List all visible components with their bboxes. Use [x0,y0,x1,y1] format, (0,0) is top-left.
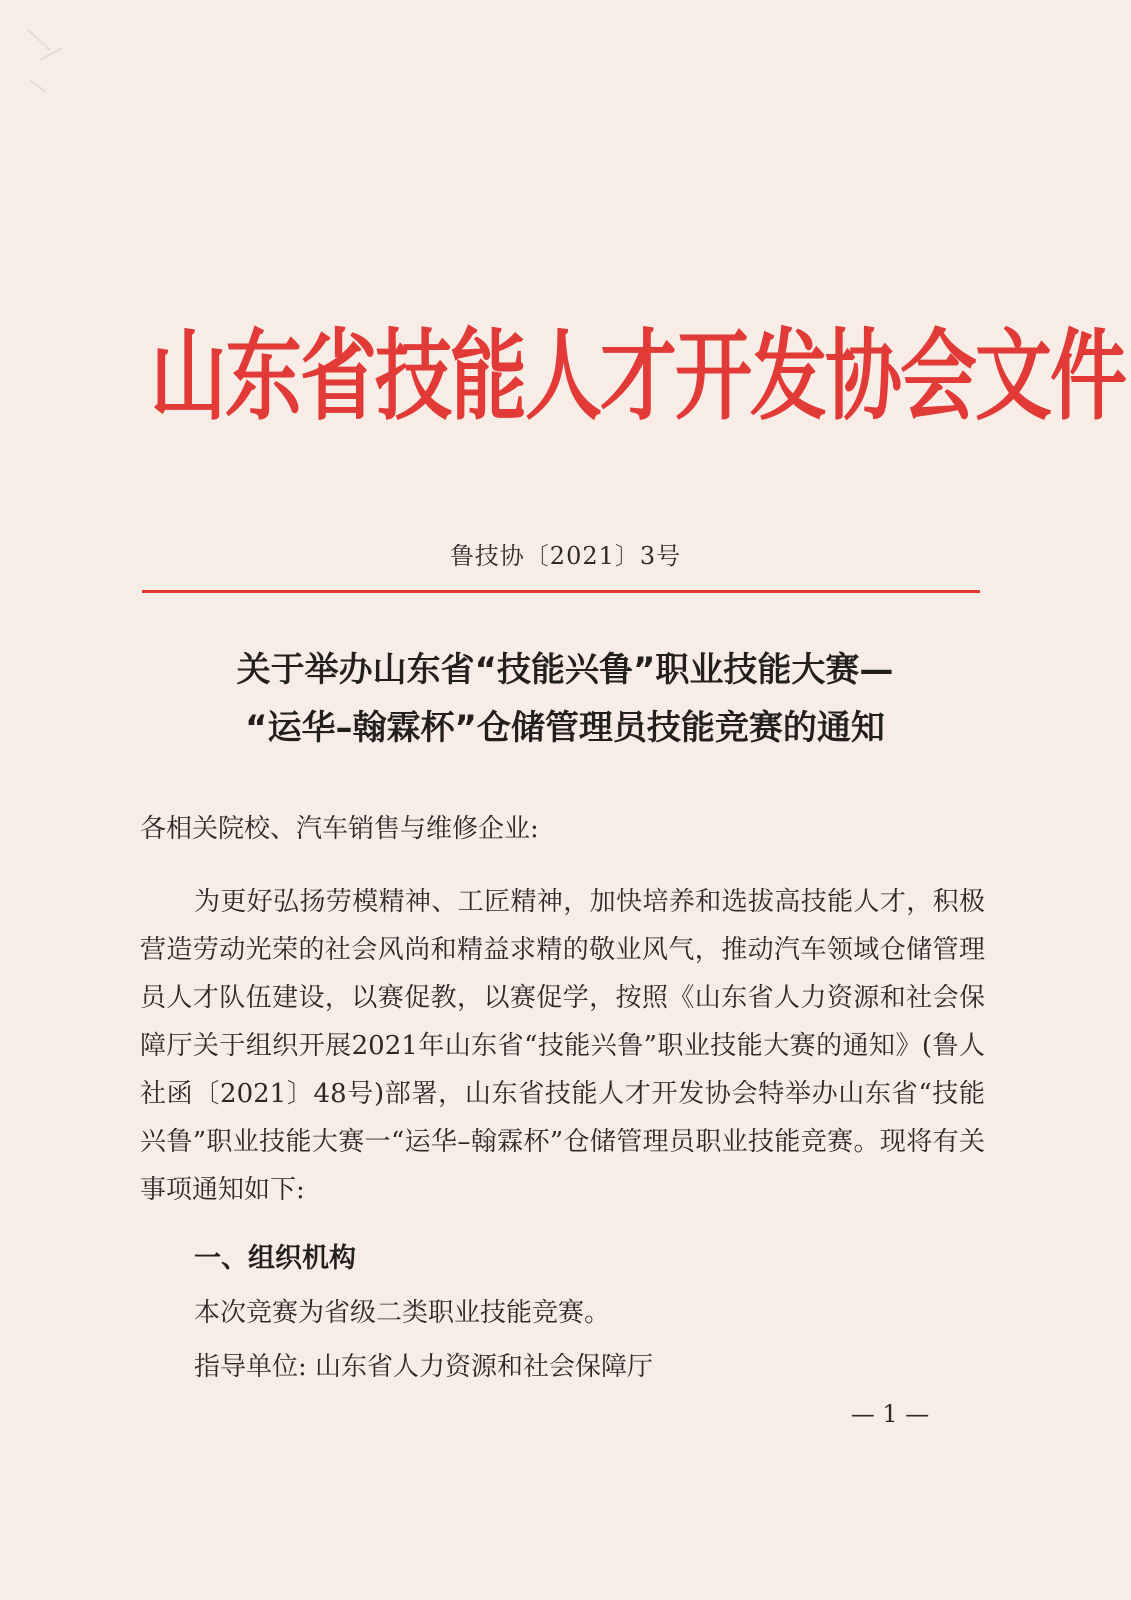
body-paragraph: 为更好弘扬劳模精神、工匠精神，加快培养和选拔高技能人才，积极营造劳动光荣的社会风尚和精益求精的敬业风气，推动汽车领域仓储管理员人才队伍建设，以赛促教，以赛促学，按照《山东省人力资源和社会保障厅关于组织开展2021年山东省“技能兴鲁”职业技能大赛的通知》(鲁人社函〔2021〕48号)部署，山东省技能人才开发协会特举办山东省“技能兴鲁”职业技能大赛一“运华–翰霖杯”仓储管理员职业技能竞赛。现将有关事项通知如下: [140,887,985,1205]
section-line-competition-level: 本次竞赛为省级二类职业技能竞赛。 [194,1298,611,1328]
notice-title-line-1: 关于举办山东省“技能兴鲁”职业技能大赛— [236,650,894,690]
document-number: 鲁技协〔2021〕3号 [449,542,682,570]
salutation: 各相关院校、汽车销售与维修企业: [140,814,539,844]
scan-smudge [20,20,80,110]
section-heading: 一、组织机构 [194,1243,356,1274]
page-number: — 1 — [850,1400,930,1428]
issuer-title: 山东省技能人才开发协会文件 [150,320,1125,435]
section-line-guiding-unit: 指导单位: 山东省人力资源和社会保障厅 [194,1352,654,1382]
red-divider-line [142,590,980,593]
notice-title-line-2: “运华–翰霖杯”仓储管理员技能竞赛的通知 [245,708,885,748]
